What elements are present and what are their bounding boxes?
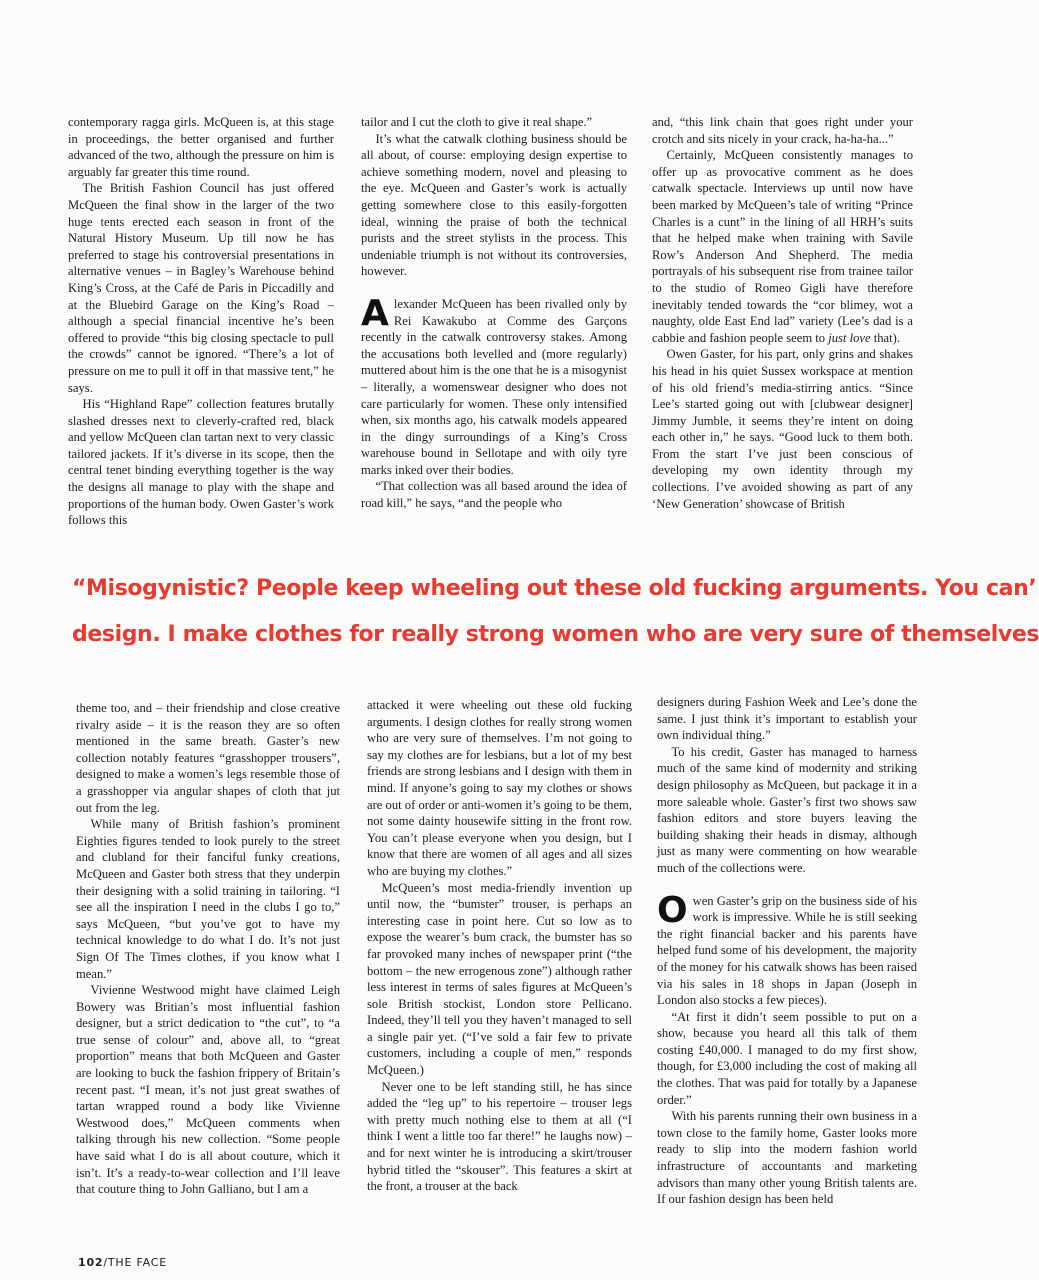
paragraph: attacked it were wheeling out these old fucking arguments. I design clothes for really strong women who are very sure of themselves. I’m not going to say my clothes are for lesbians, but a lot of my best friends are strong lesbians and I design with them in mind. If anyone’s going to say my clothes or shows are out of order or anti-women it’s going to be them, not some dainty housewife sitting in the front row. You can’t please everyone when you design, but I know that there are women of all ages and all sizes who are buying my clothes.” — [367, 698, 632, 878]
bottom-column-1 — [76, 700, 340, 1198]
paragraph: theme too, and – their friendship and close creative rivalry aside – it is the reason they are so often mentioned in the same breath. Gaster’s new collection notably features “grasshopper trousers”, designed to make a women’s legs resemble those of a grasshopper via angular shapes of cloth that jut out from the leg. — [76, 701, 340, 815]
paragraph: It’s what the catwalk clothing business should be all about, of course: employing design expertise to achieve something modern, novel and pleasing to the eye. McQueen and Gaster’s work is actually getting somewhere close to this easily-forgotten ideal, winning the praise of both the technical purists and the street stylists in the process. This undeniable triumph is not without its controversies, however. — [361, 131, 627, 279]
paragraph: “That collection was all based around the idea of road kill,” he says, “and the people who — [361, 479, 627, 511]
magazine-name: /THE FACE — [103, 1256, 167, 1269]
italic-text: just love — [828, 330, 871, 345]
paragraph: and, “this link chain that goes right under your crotch and sits nicely in your crack, ha-ha-ha...” — [652, 115, 913, 146]
paragraph: To his credit, Gaster has managed to harness much of the same kind of modernity and striking design philosophy as McQueen, but package it in a more saleable whole. Gaster’s first two shows saw fashion editors and store buyers leaving the building shaking their heads in dismay, although just as many were commenting on how wearable much of the collections were. — [657, 744, 917, 875]
bottom-column-2 — [367, 697, 632, 1195]
paragraph: His “Highland Rape” collection features brutally slashed dresses next to cleverly-crafted red, black and yellow McQueen clan tartan next to very classic tailored jackets. If it’s diverse in its scope, then the central tenet binding everything together is the way the designs all manage to play with the shape and proportions of the human body. Owen Gaster’s work follows this — [68, 397, 334, 528]
bottom-column-3 — [657, 694, 917, 1208]
page-number: 102 — [78, 1256, 104, 1269]
paragraph-text: lexander McQueen has been rivalled only by Rei Kawakubo at Comme des Garçons recently in the catwalk controversy stakes. Among the accusations both levelled and (more regularly) muttered about him is the one that he is a misogynist – literally, a womenswear designer who does not care particularly for women. These only intensified when, six months ago, his catwalk models appeared in the dingy surroundings of a King’s Cross warehouse bound in Sellotape and with oily tyre marks inked over their bodies. — [361, 296, 627, 477]
pull-quote-line-2: design. I make clothes for really strong women who are very sure of themselves — [72, 622, 1039, 647]
paragraph: With his parents running their own business in a town close to the family home, Gaster looks more ready to slip into the modern fashion world infrastructure of accountants and marketing advisors than many other young British talents are. If our fashion design has been held — [657, 1109, 917, 1207]
drop-cap: A — [361, 292, 389, 334]
top-column-1 — [68, 114, 334, 529]
paragraph: Vivienne Westwood might have claimed Leigh Bowery was Britian’s most influential fashion designer, but a strict dedication to “the cut”, to “a true sense of colour” and, above all, to “great proportion” means that both McQueen and Gaster are looking to buck the fashion frippery of Britain’s recent past. “I mean, it’s not just great swathes of tartan wrapped round a body like Vivienne Westwood does,” McQueen comments when talking through his new collection. “Some people have said what I do is all about couture, which it isn’t. It’s a ready-to-wear collection and I’ll leave that couture thing to John Galliano, but I am a — [76, 983, 340, 1197]
paragraph: The British Fashion Council has just offered McQueen the final show in the larger of the two huge tents erected each season in front of the Natural History Museum. Up till now he has preferred to stage his controversial presentations in alternative venues – in Bagley’s Warehouse behind King’s Cross, at the Café de Paris in Piccadilly and at the Bluebird Garage on the King’s Road – although a special financial incentive he’s been offered to provide “this big closing spectacle to pull the crowds” cannot be ignored. “There’s a lot of pressure on me to pull it off in that massive tent,” he says. — [68, 181, 334, 395]
paragraph: McQueen’s most media-friendly invention up until now, the “bumster” trouser, is perhaps an interesting case in point here. Cut so low as to expose the wearer’s bum crack, the bumster has so far provoked many inches of newspaper print (“the bottom – the new errogenous zone”) although rather less interest in terms of sales figures at McQueen’s sole British stockist, London store Pellicano. Indeed, they’ll tell you they haven’t managed to sell a single pair yet. (“I’ve sold a fair few to private customers, including a couple of men,” responds McQueen.) — [367, 880, 632, 1078]
paragraph-dropcap — [361, 292, 627, 479]
paragraph: “At first it didn’t seem possible to put on a show, because you heard all this talk of them costing £40,000. I managed to do my first show, though, for £3,000 including the cost of making all the clothes. That was paid for totally by a Japanese order.” — [657, 1009, 917, 1107]
paragraph-text: Certainly, McQueen consistently manages to offer up as provocative comment as he does catwalk spectacle. Interviews up until now have been marked by McQueen’s tale of writing “Prince Charles is a cunt” in the lining of all HRH’s suits that he helped make when training with Savile Row’s Anderson And Shepherd. The media portrayals of his subsequent rise from trainee tailor to the studio of Romeo Gigli have therefore inevitably tended towards the “cor blimey, wot a naughty, olde East End lad” variety (Lee’s dad is a cabbie and fashion people seem to — [652, 148, 913, 345]
pull-quote-line-1: “Misogynistic? People keep wheeling out these old fucking arguments. You can’ — [72, 576, 1037, 601]
paragraph-text: that). — [870, 330, 900, 345]
top-column-2 — [361, 114, 627, 512]
top-column-3 — [652, 114, 913, 512]
page-footer — [78, 1256, 167, 1269]
paragraph: designers during Fashion Week and Lee’s done the same. I just think it’s important to establish your own individual thing.” — [657, 695, 917, 743]
paragraph — [652, 147, 913, 346]
paragraph: contemporary ragga girls. McQueen is, at this stage in proceedings, the better organised and further advanced of the two, although the pressure on him is arguably far greater this time round. — [68, 115, 334, 179]
paragraph: tailor and I cut the cloth to give it real shape.” — [361, 115, 593, 129]
paragraph-dropcap — [657, 889, 917, 1009]
paragraph-text: wen Gaster’s grip on the business side of his work is impressive. While he is still seeking the right financial backer and his parents have helped fund some of his development, the majority of the money for his catwalk shows has been raised via his sales in 18 shops in Japan (Joseph in London also stocks a few pieces). — [657, 893, 917, 1008]
paragraph: Never one to be left standing still, he has since added the “leg up” to his repertoire – trouser legs with pretty much nothing else to them at all (“I think I went a little too far there!” he laughs now) – and for next winter he is introducing a skirt/trouser hybrid titled the “skouser”. This features a skirt at the front, a trouser at the back — [367, 1079, 632, 1194]
drop-cap: O — [657, 889, 688, 931]
paragraph: While many of British fashion’s prominent Eighties figures tended to look purely to the street and clubland for their fanciful funky creations, McQueen and Gaster both stress that they underpin their designing with a solid training in tailoring. “I see all the inspiration I need in the clubs I go to,” says McQueen, “but you’ve got to have my technical knowledge to do what I do. It’s not just Sign Of The Times clothes, if you know what I mean.” — [76, 817, 340, 981]
paragraph: Owen Gaster, for his part, only grins and shakes his head in his quiet Sussex workspace at mention of his old friend’s media-stirring antics. “Since Lee’s started going out with [clubwear designer] Jimmy Jumble, it seems they’re intent on doing each other in,” he says. “Good luck to them both. From the start I’ve just been conscious of developing my own identity through my collections. I’ve avoided showing as part of any ‘New Generation’ showcase of British — [652, 347, 913, 511]
